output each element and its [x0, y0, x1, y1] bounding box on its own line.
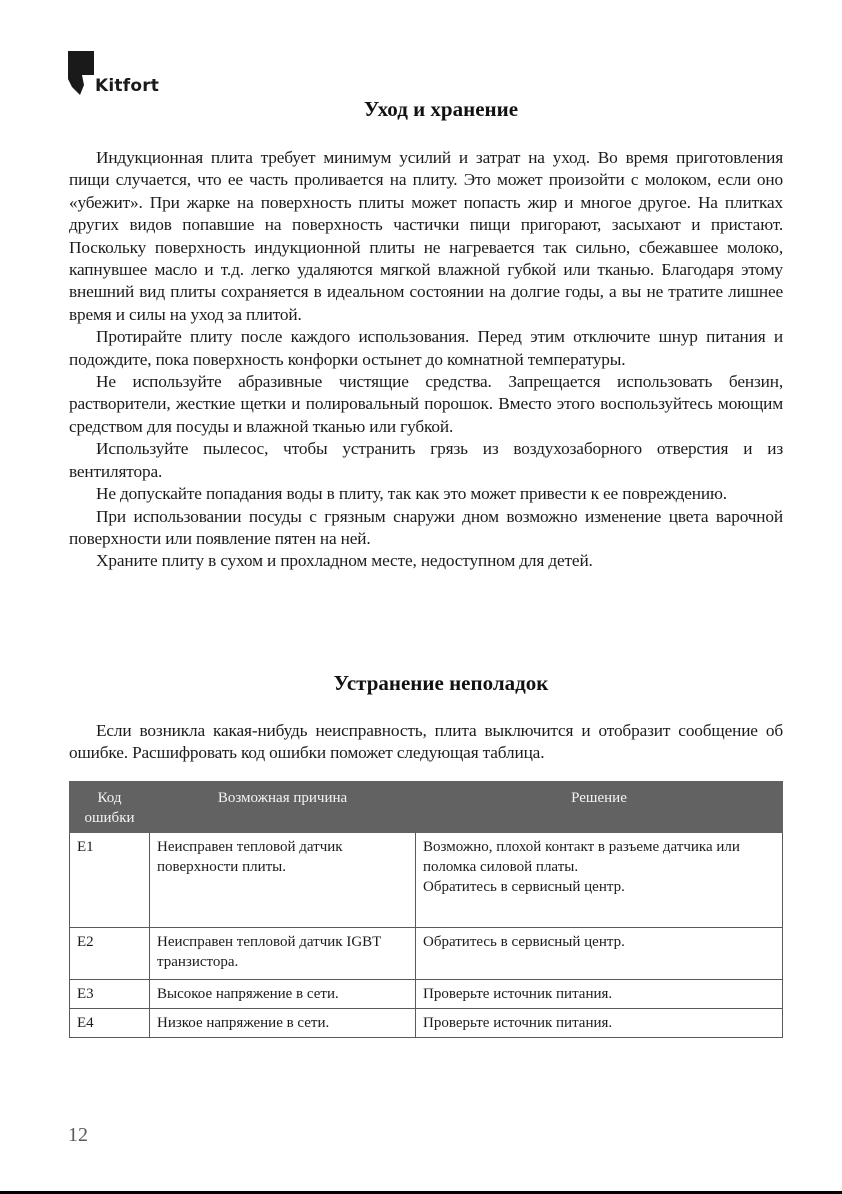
error-code: E2 [70, 928, 150, 980]
kitfort-logo-icon [68, 51, 94, 97]
error-solution [416, 1009, 783, 1038]
error-solution [416, 928, 783, 980]
solution-line: Проверьте источник питания. [423, 986, 613, 1002]
care-paragraph: Не допускайте попадания воды в плиту, так как это может привести к ее повреждению. [96, 484, 727, 504]
care-paragraph: Храните плиту в сухом и прохладном месте, недоступном для детей. [96, 551, 593, 571]
troubleshooting-intro-text: Если возникла какая-нибудь неисправность, плита выключится и отобразит сообщение об ошибке. Расшифровать код ошибки поможет следующая таблица. [69, 721, 783, 763]
care-paragraph: При использовании посуды с грязным снаружи дном возможно изменение цвета варочной поверхности или появление пятен на ней. [69, 506, 783, 548]
error-code: E4 [70, 1009, 150, 1038]
solution-line: Обратитесь в сервисный центр. [423, 934, 625, 950]
header-cause: Возможная причина [150, 782, 416, 833]
header-solution: Решение [416, 782, 783, 833]
care-paragraph: Индукционная плита требует минимум усилий и затрат на уход. Во время приготовления пищи случается, что ее часть проливается на плиту. Это может произойти с молоком, если оно «убежит». При жарке на поверхность плиты может попасть жир и многое другое. На плитках других видов попавшие на поверхность частички пищи пригорают, засыхают и пристают. Поскольку поверхность индукционной плиты не нагревается так сильно, сбежавшее молоко, капнувшее масло и т.д. легко удаляются мягкой влажной губкой или тканью. Благодаря этому внешний вид плиты сохраняется в идеальном состоянии на долгие годы, а вы не тратите лишнее время и силы на уход за плитой. [69, 148, 783, 324]
page-number: 12 [68, 1124, 88, 1146]
care-paragraph: Не используйте абразивные чистящие средства. Запрещается использовать бензин, растворители, жесткие щетки и полировальный порошок. Вместо этого воспользуйтесь моющим средством для посуды и влажной тканью или губкой. [69, 372, 783, 436]
care-section-body [69, 147, 783, 573]
error-code: E1 [70, 833, 150, 928]
error-code: E3 [70, 980, 150, 1009]
error-solution [416, 833, 783, 928]
brand-logo [68, 51, 168, 97]
table-row [70, 928, 783, 980]
solution-line: Возможно, плохой контакт в разъеме датчика или поломка силовой платы. [423, 839, 740, 875]
brand-name: Kitfort [95, 76, 160, 96]
care-section-title: Уход и хранение [363, 97, 519, 121]
table-header-row [70, 782, 783, 833]
table-row [70, 833, 783, 928]
table-row [70, 980, 783, 1009]
table-row [70, 1009, 783, 1038]
solution-line: Обратитесь в сервисный центр. [423, 879, 625, 895]
care-paragraph: Используйте пылесос, чтобы устранить грязь из воздухозаборного отверстия и из вентилятора. [69, 439, 783, 481]
error-cause: Неисправен тепловой датчик поверхности плиты. [150, 833, 416, 928]
troubleshooting-section-title: Устранение неполадок [333, 671, 549, 695]
care-paragraph: Протирайте плиту после каждого использования. Перед этим отключите шнур питания и подождите, пока поверхность конфорки остынет до комнатной температуры. [69, 327, 783, 369]
error-cause: Высокое напряжение в сети. [150, 980, 416, 1009]
troubleshooting-intro [69, 720, 783, 765]
error-code-table [69, 781, 783, 1038]
error-cause: Неисправен тепловой датчик IGBT транзистора. [150, 928, 416, 980]
error-solution [416, 980, 783, 1009]
header-code: Код ошибки [70, 782, 150, 833]
error-cause: Низкое напряжение в сети. [150, 1009, 416, 1038]
solution-line: Проверьте источник питания. [423, 1015, 613, 1031]
